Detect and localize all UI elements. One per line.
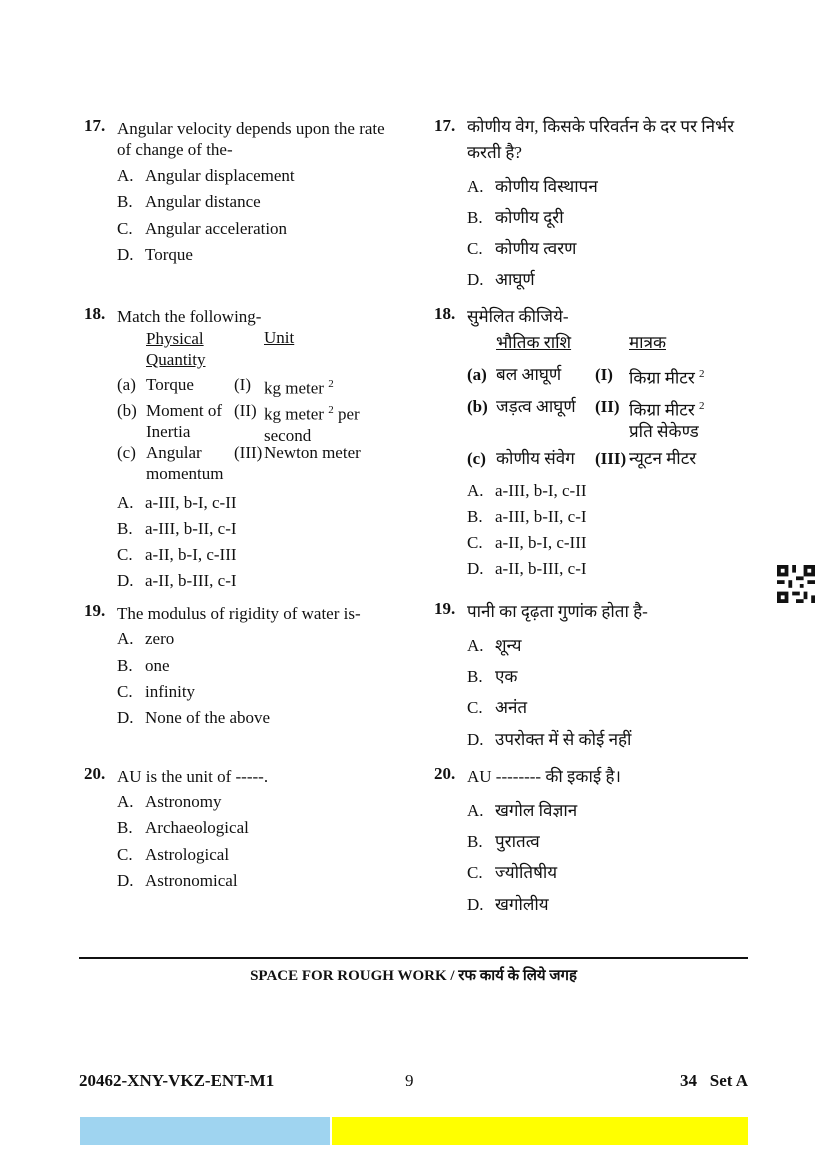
question-number: 17.: [84, 116, 106, 135]
question-number: 18.: [84, 304, 106, 323]
option-d: D. a-II, b-III, c-I: [117, 571, 237, 590]
question-text: Angular velocity depends upon the rate of change of the-: [117, 119, 385, 159]
question-text: पानी का दृढ़ता गुणांक होता है-: [467, 602, 648, 621]
option-a: A. zero: [117, 629, 175, 648]
question-number: 19.: [84, 601, 106, 620]
option-a: A. Angular displacement: [117, 166, 295, 185]
option-c: C. infinity: [117, 682, 196, 701]
option-b: B. Archaeological: [117, 818, 249, 837]
question-text: The modulus of rigidity of water is-: [117, 604, 361, 623]
divider: [79, 957, 748, 959]
option-c: C. a-II, b-I, c-III: [117, 545, 237, 564]
page-number: 9: [405, 1071, 414, 1090]
option-d: D. Astronomical: [117, 871, 238, 890]
option-c: C. Angular acceleration: [117, 219, 288, 238]
qr-code-icon: [777, 565, 815, 603]
question-number: 20.: [84, 764, 106, 783]
option-d: D. उपरोक्त में से कोई नहीं: [467, 730, 632, 749]
question-number: 19.: [434, 599, 456, 618]
header-physical-quantity: Physical Quantity: [146, 329, 206, 369]
option-c: C. ज्योतिषीय: [467, 863, 558, 882]
option-b: B. a-III, b-II, c-I: [117, 519, 237, 538]
question-number: 20.: [434, 764, 456, 783]
question-text: AU -------- की इकाई है।: [467, 767, 621, 786]
question-text: AU is the unit of -----.: [117, 767, 269, 786]
set-label: 34 Set A: [680, 1071, 748, 1090]
header-physical-quantity: भौतिक राशि: [496, 333, 572, 352]
header-unit: मात्रक: [629, 333, 667, 352]
color-bar-right: [332, 1117, 748, 1145]
option-b: B. एक: [467, 667, 518, 686]
option-b: B. one: [117, 656, 170, 675]
option-c: C. Astrological: [117, 845, 230, 864]
paper-code: 20462-XNY-VKZ-ENT-M1: [79, 1071, 275, 1090]
question-text: सुमेलित कीजिये-: [467, 307, 569, 326]
option-d: D. Torque: [117, 245, 193, 264]
rough-work-label: SPACE FOR ROUGH WORK / रफ कार्य के लिये जगह: [250, 968, 577, 984]
color-bar-left: [80, 1117, 330, 1145]
question-text: Match the following-: [117, 307, 262, 326]
question-number: 18.: [434, 304, 456, 323]
option-d: D. a-II, b-III, c-I: [467, 559, 587, 578]
option-b: B. कोणीय दूरी: [467, 208, 564, 227]
question-number: 17.: [434, 116, 456, 135]
option-d: D. खगोलीय: [467, 895, 549, 914]
question-text: कोणीय वेग, किसके परिवर्तन के दर पर निर्भर करती है?: [467, 117, 735, 162]
option-a: A. खगोल विज्ञान: [467, 801, 578, 820]
option-d: D. आघूर्ण: [467, 270, 535, 289]
option-d: D. None of the above: [117, 708, 271, 727]
option-c: C. a-II, b-I, c-III: [467, 533, 587, 552]
option-a: A. शून्य: [467, 636, 522, 655]
option-a: A. a-III, b-I, c-II: [117, 493, 237, 512]
option-a: A. Astronomy: [117, 792, 222, 811]
option-b: B. Angular distance: [117, 192, 261, 211]
option-a: A. कोणीय विस्थापन: [467, 177, 598, 196]
header-unit: Unit: [264, 328, 295, 347]
option-c: C. अनंत: [467, 698, 528, 717]
option-b: B. पुरातत्व: [467, 832, 540, 851]
option-a: A. a-III, b-I, c-II: [467, 481, 587, 500]
option-b: B. a-III, b-II, c-I: [467, 507, 587, 526]
option-c: C. कोणीय त्वरण: [467, 239, 577, 258]
